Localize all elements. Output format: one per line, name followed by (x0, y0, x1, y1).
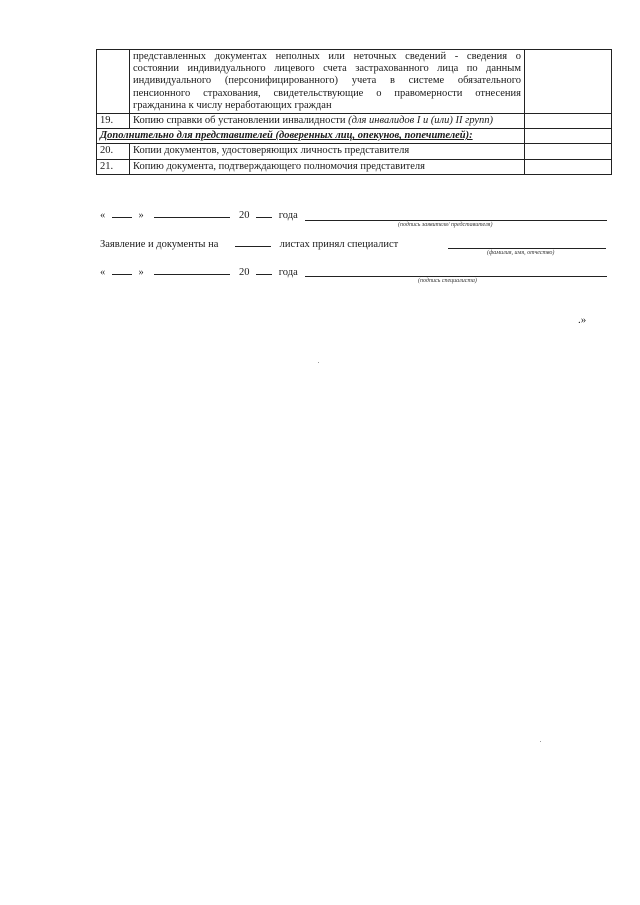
day-blank[interactable] (112, 207, 132, 218)
section-title: Дополнительно для представителей (доверенных лиц, опекунов, попечителей): (97, 129, 525, 144)
row-mark-cell (525, 50, 612, 114)
closing-quote-mark: .» (578, 314, 587, 326)
row-mark-cell (525, 159, 612, 174)
scan-speck (540, 741, 541, 742)
quote-open: « (100, 267, 106, 278)
scan-speck (318, 362, 319, 363)
year-word: года (278, 210, 298, 221)
row-mark-cell (525, 144, 612, 159)
row-note: (для инвалидов I и (или) II групп) (348, 115, 493, 127)
row-text-cell: Копию документа, подтверждающего полномочия представителя (130, 159, 525, 174)
sheets-count-blank[interactable] (235, 236, 271, 247)
row-mark-cell (525, 129, 612, 144)
row-number-cell: 20. (97, 144, 130, 159)
applicant-signature-caption: (подпись заявителя/ представителя) (398, 222, 493, 228)
month-blank[interactable] (154, 264, 230, 275)
row-number-cell: 21. (97, 159, 130, 174)
section-title-row (97, 129, 612, 144)
year-prefix: 20 (239, 267, 250, 278)
documents-table (96, 49, 612, 175)
accepted-line (100, 236, 398, 250)
year-blank[interactable] (256, 264, 272, 275)
table-row (97, 50, 612, 114)
applicant-date-line (100, 207, 298, 221)
specialist-date-line (100, 264, 298, 278)
year-prefix: 20 (239, 210, 250, 221)
year-word: года (278, 267, 298, 278)
specialist-signature-line[interactable] (305, 266, 607, 277)
specialist-name-line[interactable] (448, 238, 606, 249)
row-text-cell (130, 114, 525, 129)
quote-close: » (138, 267, 144, 278)
table-row (97, 114, 612, 129)
quote-close: » (138, 210, 144, 221)
row-text-cell: Копии документов, удостоверяющих личность представителя (130, 144, 525, 159)
specialist-signature-caption: (подпись специалиста) (418, 278, 477, 284)
row-mark-cell (525, 114, 612, 129)
table-row (97, 144, 612, 159)
accepted-text-1: Заявление и документы на (100, 239, 219, 250)
row-number-cell: 19. (97, 114, 130, 129)
month-blank[interactable] (154, 207, 230, 218)
quote-open: « (100, 210, 106, 221)
day-blank[interactable] (112, 264, 132, 275)
specialist-name-caption: (фамилия, имя, отчество) (487, 250, 555, 256)
accepted-text-2: листах принял специалист (279, 239, 399, 250)
year-blank[interactable] (256, 207, 272, 218)
row-text-cell: представленных документах неполных или неточных сведений - сведения о состоянии индивидуального лицевого счета застрахованного лица по данным индивидуального (персонифицированного) учета в системе обязательного пенсионного страхования, свидетельствующие о правомерности отнесения гражданина к числу неработающих граждан (130, 50, 525, 114)
row-number-cell (97, 50, 130, 114)
applicant-signature-line[interactable] (305, 210, 607, 221)
table-row (97, 159, 612, 174)
row-text: Копию справки об установлении инвалидности (133, 115, 346, 127)
